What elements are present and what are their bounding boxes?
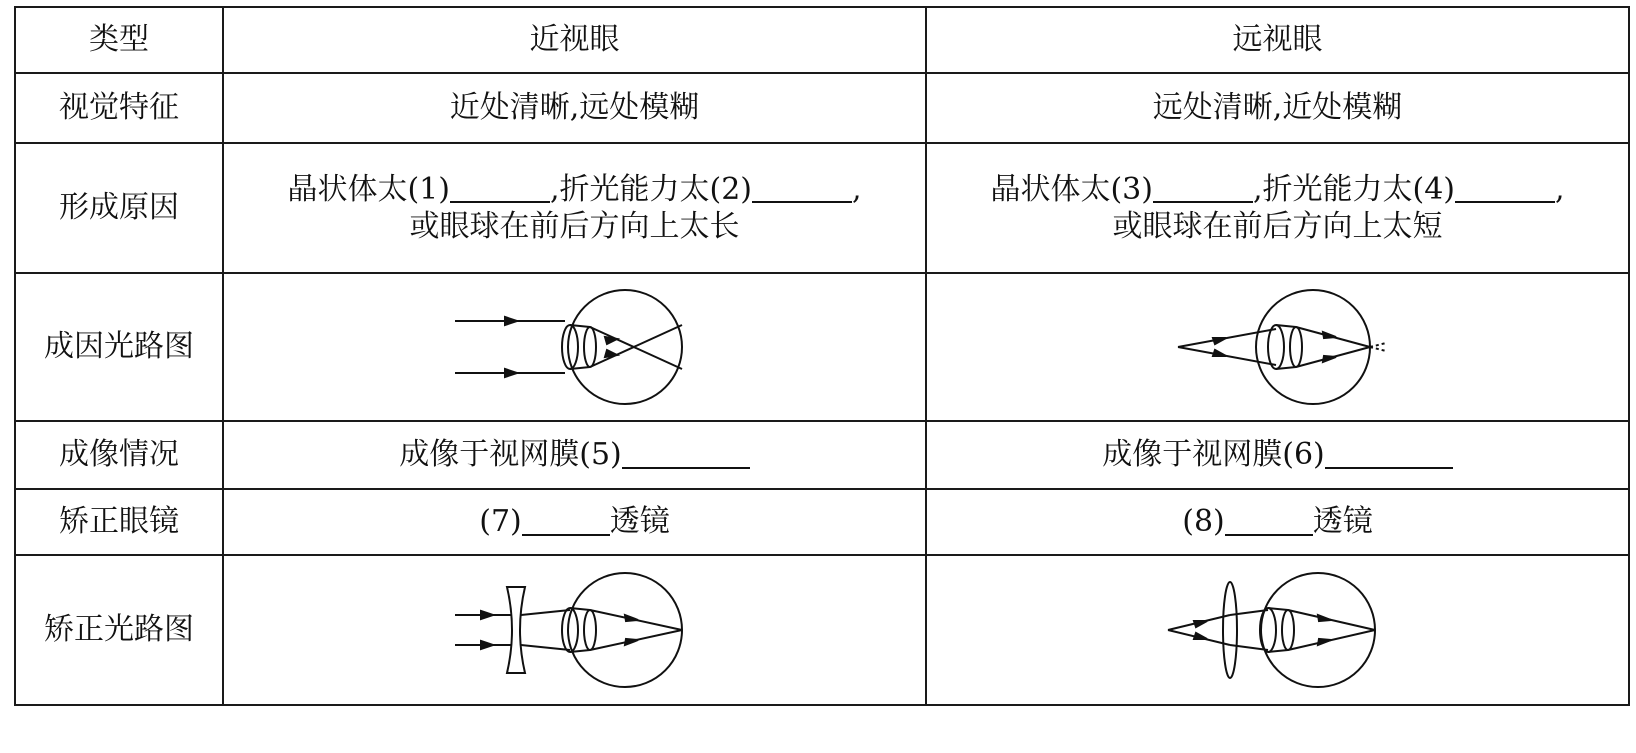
- myopia-correction-text: 透镜: [609, 504, 670, 540]
- myopia-header: 近视眼: [223, 7, 926, 73]
- arrow-top: [1194, 621, 1207, 627]
- arrow-top: [505, 317, 517, 325]
- hyperopia-cause-diagram-cell: [926, 273, 1629, 421]
- convex-lens: [1223, 582, 1237, 678]
- hyperopia-correction-num: (8): [1182, 504, 1225, 540]
- myopia-cause: [223, 143, 926, 273]
- lens-back: [584, 610, 596, 650]
- hyperopia-cause-diagram: [1158, 282, 1398, 412]
- blank-8[interactable]: [1225, 504, 1313, 536]
- hyperopia-imaging-text: 成像于视网膜(6): [1102, 437, 1325, 473]
- myopia-cause-diagram-cell: [223, 273, 926, 421]
- arrow-bottom-refracted: [605, 350, 617, 357]
- lens-back: [1282, 610, 1294, 650]
- arrow-top-refracted: [1323, 332, 1336, 338]
- comparison-table: [14, 6, 1630, 706]
- ray-top-refracted: [590, 327, 682, 369]
- ray-bottom-refracted: [590, 325, 682, 367]
- eyeball-circle: [568, 573, 682, 687]
- hyperopia-cause: [926, 143, 1629, 273]
- myopia-visual: 近处清晰,远处模糊: [223, 73, 926, 143]
- correction-diagram-row: [15, 555, 1629, 705]
- eyeball-circle: [568, 290, 682, 404]
- myopia-cause-diagram: [455, 282, 695, 412]
- blank-3[interactable]: [1153, 171, 1253, 203]
- blank-2[interactable]: [752, 171, 852, 203]
- arrow-top-refracted: [605, 337, 617, 344]
- arrow-top-refracted: [1318, 615, 1331, 621]
- correction-label: 矫正眼镜: [15, 489, 223, 555]
- arrow-bottom: [481, 641, 493, 649]
- myopia-imaging-text: 成像于视网膜(5): [399, 437, 622, 473]
- correction-row: [15, 489, 1629, 555]
- myopia-cause-part3: 或眼球在前后方向上太长: [409, 209, 740, 244]
- hyperopia-imaging: [926, 421, 1629, 489]
- hyperopia-cause-part3: 或眼球在前后方向上太短: [1112, 209, 1443, 244]
- hyperopia-correction-diagram-cell: [926, 555, 1629, 705]
- arrow-top-refracted: [625, 615, 638, 621]
- ray-top-refracted: [1288, 610, 1375, 630]
- blank-1[interactable]: [450, 171, 550, 203]
- ray-bottom-in: [1178, 347, 1276, 365]
- concave-lens: [507, 587, 525, 673]
- lens-back: [1290, 327, 1302, 367]
- ray-bottom-diverge: [521, 645, 570, 650]
- ray-top-diverge: [521, 610, 570, 615]
- hyperopia-correction-diagram: [1158, 565, 1398, 695]
- correction-diagram-label: 矫正光路图: [15, 555, 223, 705]
- hyperopia-visual: 远处清晰,近处模糊: [926, 73, 1629, 143]
- lens-front: [1260, 608, 1276, 652]
- visual-label: 视觉特征: [15, 73, 223, 143]
- eyeball-circle: [1261, 573, 1375, 687]
- myopia-cause-part1: 晶状体太(1): [287, 171, 450, 207]
- myopia-cause-part2: ,折光能力太(2): [549, 171, 752, 207]
- ray-bottom-refracted: [1288, 630, 1375, 650]
- blank-6[interactable]: [1325, 437, 1453, 469]
- blank-7[interactable]: [522, 504, 610, 536]
- cause-diagram-row: [15, 273, 1629, 421]
- hyperopia-cause-comma: ,: [1554, 171, 1565, 207]
- myopia-correction-diagram-cell: [223, 555, 926, 705]
- arrow-bottom: [505, 369, 517, 377]
- myopia-imaging: [223, 421, 926, 489]
- myopia-correction: [223, 489, 926, 555]
- hyperopia-cause-part2: ,折光能力太(4): [1252, 171, 1455, 207]
- hyperopia-cause-part1: 晶状体太(3): [990, 171, 1153, 207]
- imaging-row: [15, 421, 1629, 489]
- header-row: [15, 7, 1629, 73]
- blank-5[interactable]: [622, 437, 750, 469]
- cause-row: [15, 143, 1629, 273]
- myopia-cause-comma: ,: [851, 171, 862, 207]
- imaging-label: 成像情况: [15, 421, 223, 489]
- lens-back: [584, 327, 596, 367]
- type-header: 类型: [15, 7, 223, 73]
- myopia-correction-diagram: [455, 565, 695, 695]
- ray-top-in: [1178, 329, 1276, 347]
- cause-label: 形成原因: [15, 143, 223, 273]
- hyperopia-correction: [926, 489, 1629, 555]
- cause-diagram-label: 成因光路图: [15, 273, 223, 421]
- hyperopia-header: 远视眼: [926, 7, 1629, 73]
- blank-4[interactable]: [1455, 171, 1555, 203]
- myopia-correction-num: (7): [479, 504, 522, 540]
- arrow-bottom-refracted: [1323, 356, 1336, 362]
- eyeball-circle: [1256, 290, 1370, 404]
- arrow-bottom-refracted: [1318, 639, 1331, 645]
- virtual-ray-bottom: [1370, 347, 1386, 351]
- hyperopia-correction-text: 透镜: [1312, 504, 1373, 540]
- arrow-bottom: [1194, 633, 1207, 639]
- arrow-top: [481, 611, 493, 619]
- virtual-ray-top: [1370, 343, 1386, 347]
- arrow-bottom: [1213, 350, 1226, 356]
- arrow-top: [1213, 338, 1226, 344]
- visual-row: [15, 73, 1629, 143]
- lens-front: [1268, 325, 1284, 369]
- arrow-bottom-refracted: [625, 639, 638, 645]
